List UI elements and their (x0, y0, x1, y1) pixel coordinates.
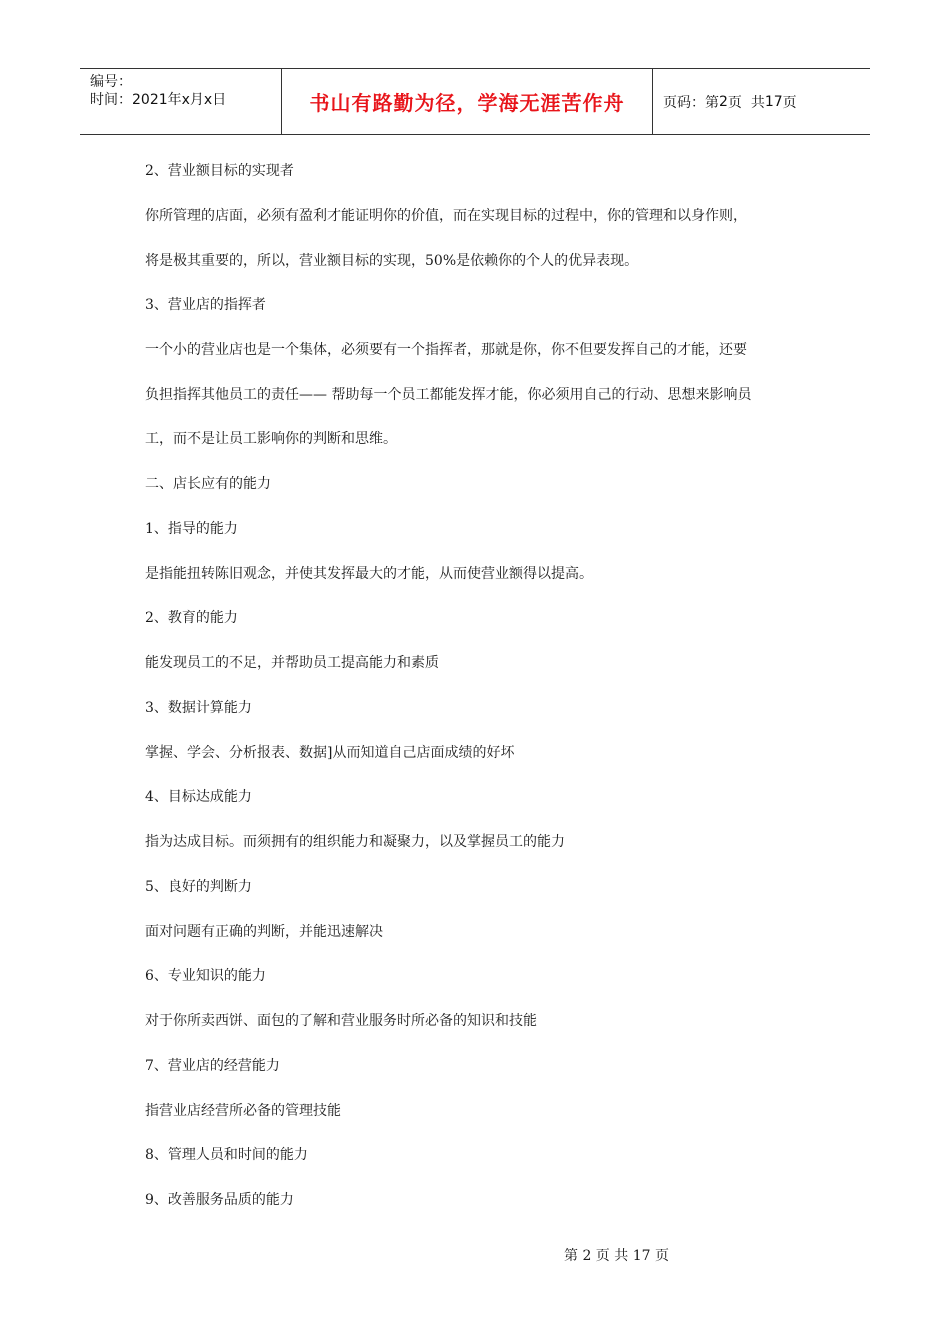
body-line: 2、教育的能力 (145, 610, 238, 626)
body-line: 一个小的营业店也是一个集体，必须要有一个指挥者，那就是你，你不但要发挥自己的才能，还要 (145, 342, 747, 358)
body-line: 掌握、学会、分析报表、数据]从而知道自己店面成绩的好坏 (145, 745, 515, 761)
body-line: 6、专业知识的能力 (145, 968, 266, 984)
page-prefix: 页码：第 (663, 94, 719, 111)
body-line: 你所管理的店面，必须有盈利才能证明你的价值，而在实现目标的过程中，你的管理和以身作则， (145, 208, 747, 224)
page-total: 17 (764, 93, 783, 110)
header-meta (80, 69, 281, 134)
body-line: 7、营业店的经营能力 (145, 1058, 280, 1074)
body-line: 3、数据计算能力 (145, 700, 252, 716)
page-middle: 页 共 (727, 94, 765, 111)
body-line: 面对问题有正确的判断，并能迅速解决 (145, 924, 383, 940)
document-number-label: 编号： (90, 74, 132, 90)
header-motto: 书山有路勤为径，学海无涯苦作舟 (281, 69, 653, 134)
page-header (80, 68, 870, 135)
body-line: 工，而不是让员工影响你的判断和思维。 (145, 431, 397, 447)
body-line: 4、目标达成能力 (145, 789, 252, 805)
page-current: 2 (719, 93, 728, 110)
body-line: 8、管理人员和时间的能力 (145, 1147, 308, 1163)
page-suffix: 页 (782, 94, 797, 111)
body-line: 对于你所卖西饼、面包的了解和营业服务时所必备的知识和技能 (145, 1013, 537, 1029)
body-line: 9、改善服务品质的能力 (145, 1192, 294, 1208)
body-line: 3、营业店的指挥者 (145, 297, 266, 313)
body-line: 指为达成目标。而须拥有的组织能力和凝聚力，以及掌握员工的能力 (145, 834, 565, 850)
body-line: 5、良好的判断力 (145, 879, 252, 895)
body-line: 负担指挥其他员工的责任—— 帮助每一个员工都能发挥才能，你必须用自己的行动、思想来影响员 (145, 387, 752, 403)
body-line: 是指能扭转陈旧观念，并使其发挥最大的才能，从而使营业额得以提高。 (145, 566, 593, 582)
body-line: 将是极其重要的，所以，营业额目标的实现，50%是依赖你的个人的优异表现。 (145, 253, 639, 269)
section-heading: 二、店长应有的能力 (145, 476, 271, 492)
document-date-label: 时间：2021年x月x日 (90, 92, 227, 108)
body-line: 能发现员工的不足，并帮助员工提高能力和素质 (145, 655, 439, 671)
body-line: 1、指导的能力 (145, 521, 238, 537)
body-line: 2、营业额目标的实现者 (145, 163, 294, 179)
page-footer-number: 第 2 页 共 17 页 (564, 1248, 669, 1264)
body-line: 指营业店经营所必备的管理技能 (145, 1103, 341, 1119)
header-page-info (653, 69, 870, 134)
